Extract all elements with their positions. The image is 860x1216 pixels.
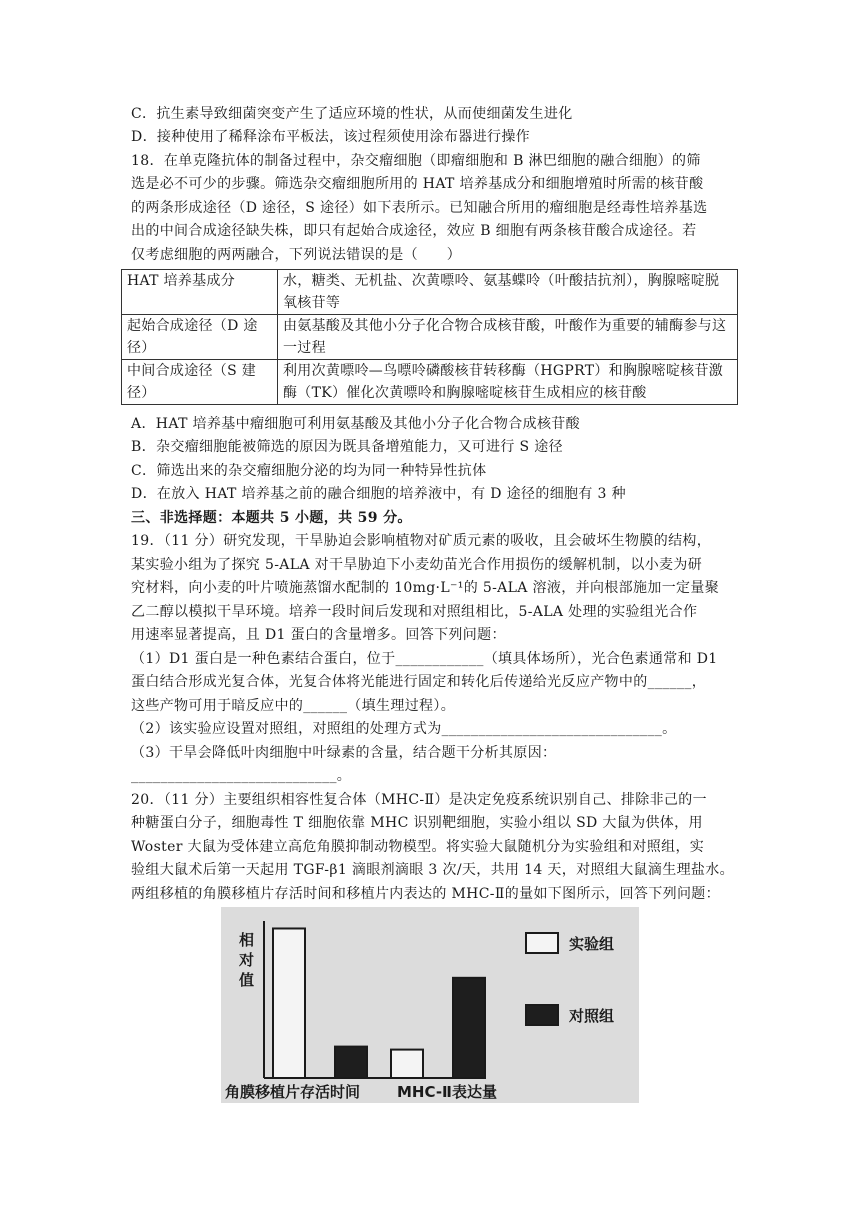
q19-line-5: 用速率显著提高，且 D1 蛋白的含量增多。回答下列问题： xyxy=(131,627,506,643)
bar-experimental-1 xyxy=(391,1050,423,1078)
q19-sub3-line-2: ____________________________。 xyxy=(131,768,352,784)
section-heading: 三、非选择题：本题共 5 小题，共 59 分。 xyxy=(131,510,412,526)
line-option-d: D．接种使用了稀释涂布平板法，该过程须使用涂布器进行操作 xyxy=(131,129,531,145)
bar-chart-figure xyxy=(221,907,639,1103)
q19-sub1-line-2: 蛋白结合形成光复合体，光复合体将光能进行固定和转化后传递给光反应产物中的______， xyxy=(131,674,707,690)
q19-sub1-line-3: 这些产物可用于暗反应中的______（填生理过程）。 xyxy=(131,698,456,714)
q20-line-1: 20．（11 分）主要组织相容性复合体（MHC-Ⅱ）是决定免疫系统识别自己、排除非己的一 xyxy=(131,792,707,808)
bar-control-1 xyxy=(453,978,485,1078)
q19-sub2: （2）该实验应设置对照组，对照组的处理方式为______________________________。 xyxy=(131,721,677,737)
bar-control-0 xyxy=(335,1047,367,1078)
legend-swatch-control xyxy=(526,1005,558,1025)
q19-line-1: 19．（11 分）研究发现，干旱胁迫会影响植物对矿质元素的吸收，且会破坏生物膜的结构， xyxy=(131,533,712,549)
x-tick-label-mhc-expression: MHC-Ⅱ表达量 xyxy=(397,1083,497,1101)
legend-label-control: 对照组 xyxy=(569,1007,615,1025)
q18-line-4: 出的中间合成途径缺失株，即只有起始合成途径，效应 B 细胞有两条核苷酸合成途径。若 xyxy=(131,223,697,239)
q19-sub3-line-1: （3）干旱会降低叶肉细胞中叶绿素的含量，结合题干分析其原因： xyxy=(131,745,557,761)
q20-line-2: 种糖蛋白分子，细胞毒性 T 细胞依靠 MHC 识别靶细胞，实验小组以 SD 大鼠为供体，用 xyxy=(131,815,703,831)
q19-sub1-line-1: （1）D1 蛋白是一种色素结合蛋白，位于____________（填具体场所），光合色素通常和 D1 xyxy=(131,651,718,667)
q19-line-2: 某实验小组为了探究 5-ALA 对干旱胁迫下小麦幼苗光合作用损伤的缓解机制，以小麦为研 xyxy=(131,557,703,573)
table-value: 利用次黄嘌呤—鸟嘌呤磷酸核苷转移酶（HGPRT）和胸腺嘧啶核苷激酶（TK）催化次黄嘌呤和胸腺嘧啶核苷生成相应的核苷酸 xyxy=(278,360,738,405)
q19-line-3: 究材料，向小麦的叶片喷施蒸馏水配制的 10mg·L⁻¹的 5-ALA 溶液，并向根部施加一定量聚 xyxy=(131,580,720,596)
q18-line-5: 仅考虑细胞的两两融合，下列说法错误的是（ ） xyxy=(131,247,462,263)
q20-line-4: 验组大鼠术后第一天起用 TGF-β1 滴眼剂滴眼 3 次/天，共用 14 天，对照组大鼠滴生理盐水。 xyxy=(131,862,734,878)
q19-line-4: 乙二醇以模拟干旱环境。培养一段时间后发现和对照组相比，5-ALA 处理的实验组光合作 xyxy=(131,604,698,620)
table-key: 起始合成途径（D 途径） xyxy=(122,315,278,360)
q18-line-2: 选是必不可少的步骤。筛选杂交瘤细胞所用的 HAT 培养基成分和细胞增殖时所需的核苷酸 xyxy=(131,176,704,192)
table-row xyxy=(122,270,738,315)
legend-swatch-experimental xyxy=(526,933,558,953)
table-key: 中间合成途径（S 建径） xyxy=(122,360,278,405)
bar-experimental-0 xyxy=(273,928,305,1078)
table-row xyxy=(122,360,738,405)
q20-line-3: Woster 大鼠为受体建立高危角膜抑制动物模型。将实验大鼠随机分为实验组和对照组，实 xyxy=(131,839,705,855)
q18-option-c: C．筛选出来的杂交瘤细胞分泌的均为同一种特异性抗体 xyxy=(131,463,487,479)
hat-table xyxy=(121,269,738,405)
table-value: 水，糖类、无机盐、次黄嘌呤、氨基蝶呤（叶酸拮抗剂），胸腺嘧啶脱氧核苷等 xyxy=(278,270,738,315)
q18-line-3: 的两条形成途径（D 途径，S 途径）如下表所示。已知融合所用的瘤细胞是经毒性培养基选 xyxy=(131,200,708,216)
y-axis-label: 相对值 xyxy=(239,931,255,989)
legend-label-experimental: 实验组 xyxy=(569,935,615,953)
q18-line-1: 18．在单克隆抗体的制备过程中，杂交瘤细胞（即瘤细胞和 B 淋巴细胞的融合细胞）的筛 xyxy=(131,153,701,169)
x-tick-label-survival-time: 角膜移植片存活时间 xyxy=(225,1083,361,1101)
q18-option-d: D．在放入 HAT 培养基之前的融合细胞的培养液中，有 D 途径的细胞有 3 种 xyxy=(131,486,626,502)
q18-option-b: B．杂交瘤细胞能被筛选的原因为既具备增殖能力，又可进行 S 途径 xyxy=(131,439,563,455)
table-key: HAT 培养基成分 xyxy=(122,270,278,315)
bar-chart xyxy=(221,907,639,1103)
q20-line-5: 两组移植的角膜移植片存活时间和移植片内表达的 MHC-Ⅱ的量如下图所示，回答下列问题： xyxy=(131,886,720,902)
table-row xyxy=(122,315,738,360)
table-value: 由氨基酸及其他小分子化合物合成核苷酸，叶酸作为重要的辅酶参与这一过程 xyxy=(278,315,738,360)
line-option-c: C．抗生素导致细菌突变产生了适应环境的性状，从而使细菌发生进化 xyxy=(131,106,573,122)
q18-option-a: A．HAT 培养基中瘤细胞可利用氨基酸及其他小分子化合物合成核苷酸 xyxy=(131,416,581,432)
